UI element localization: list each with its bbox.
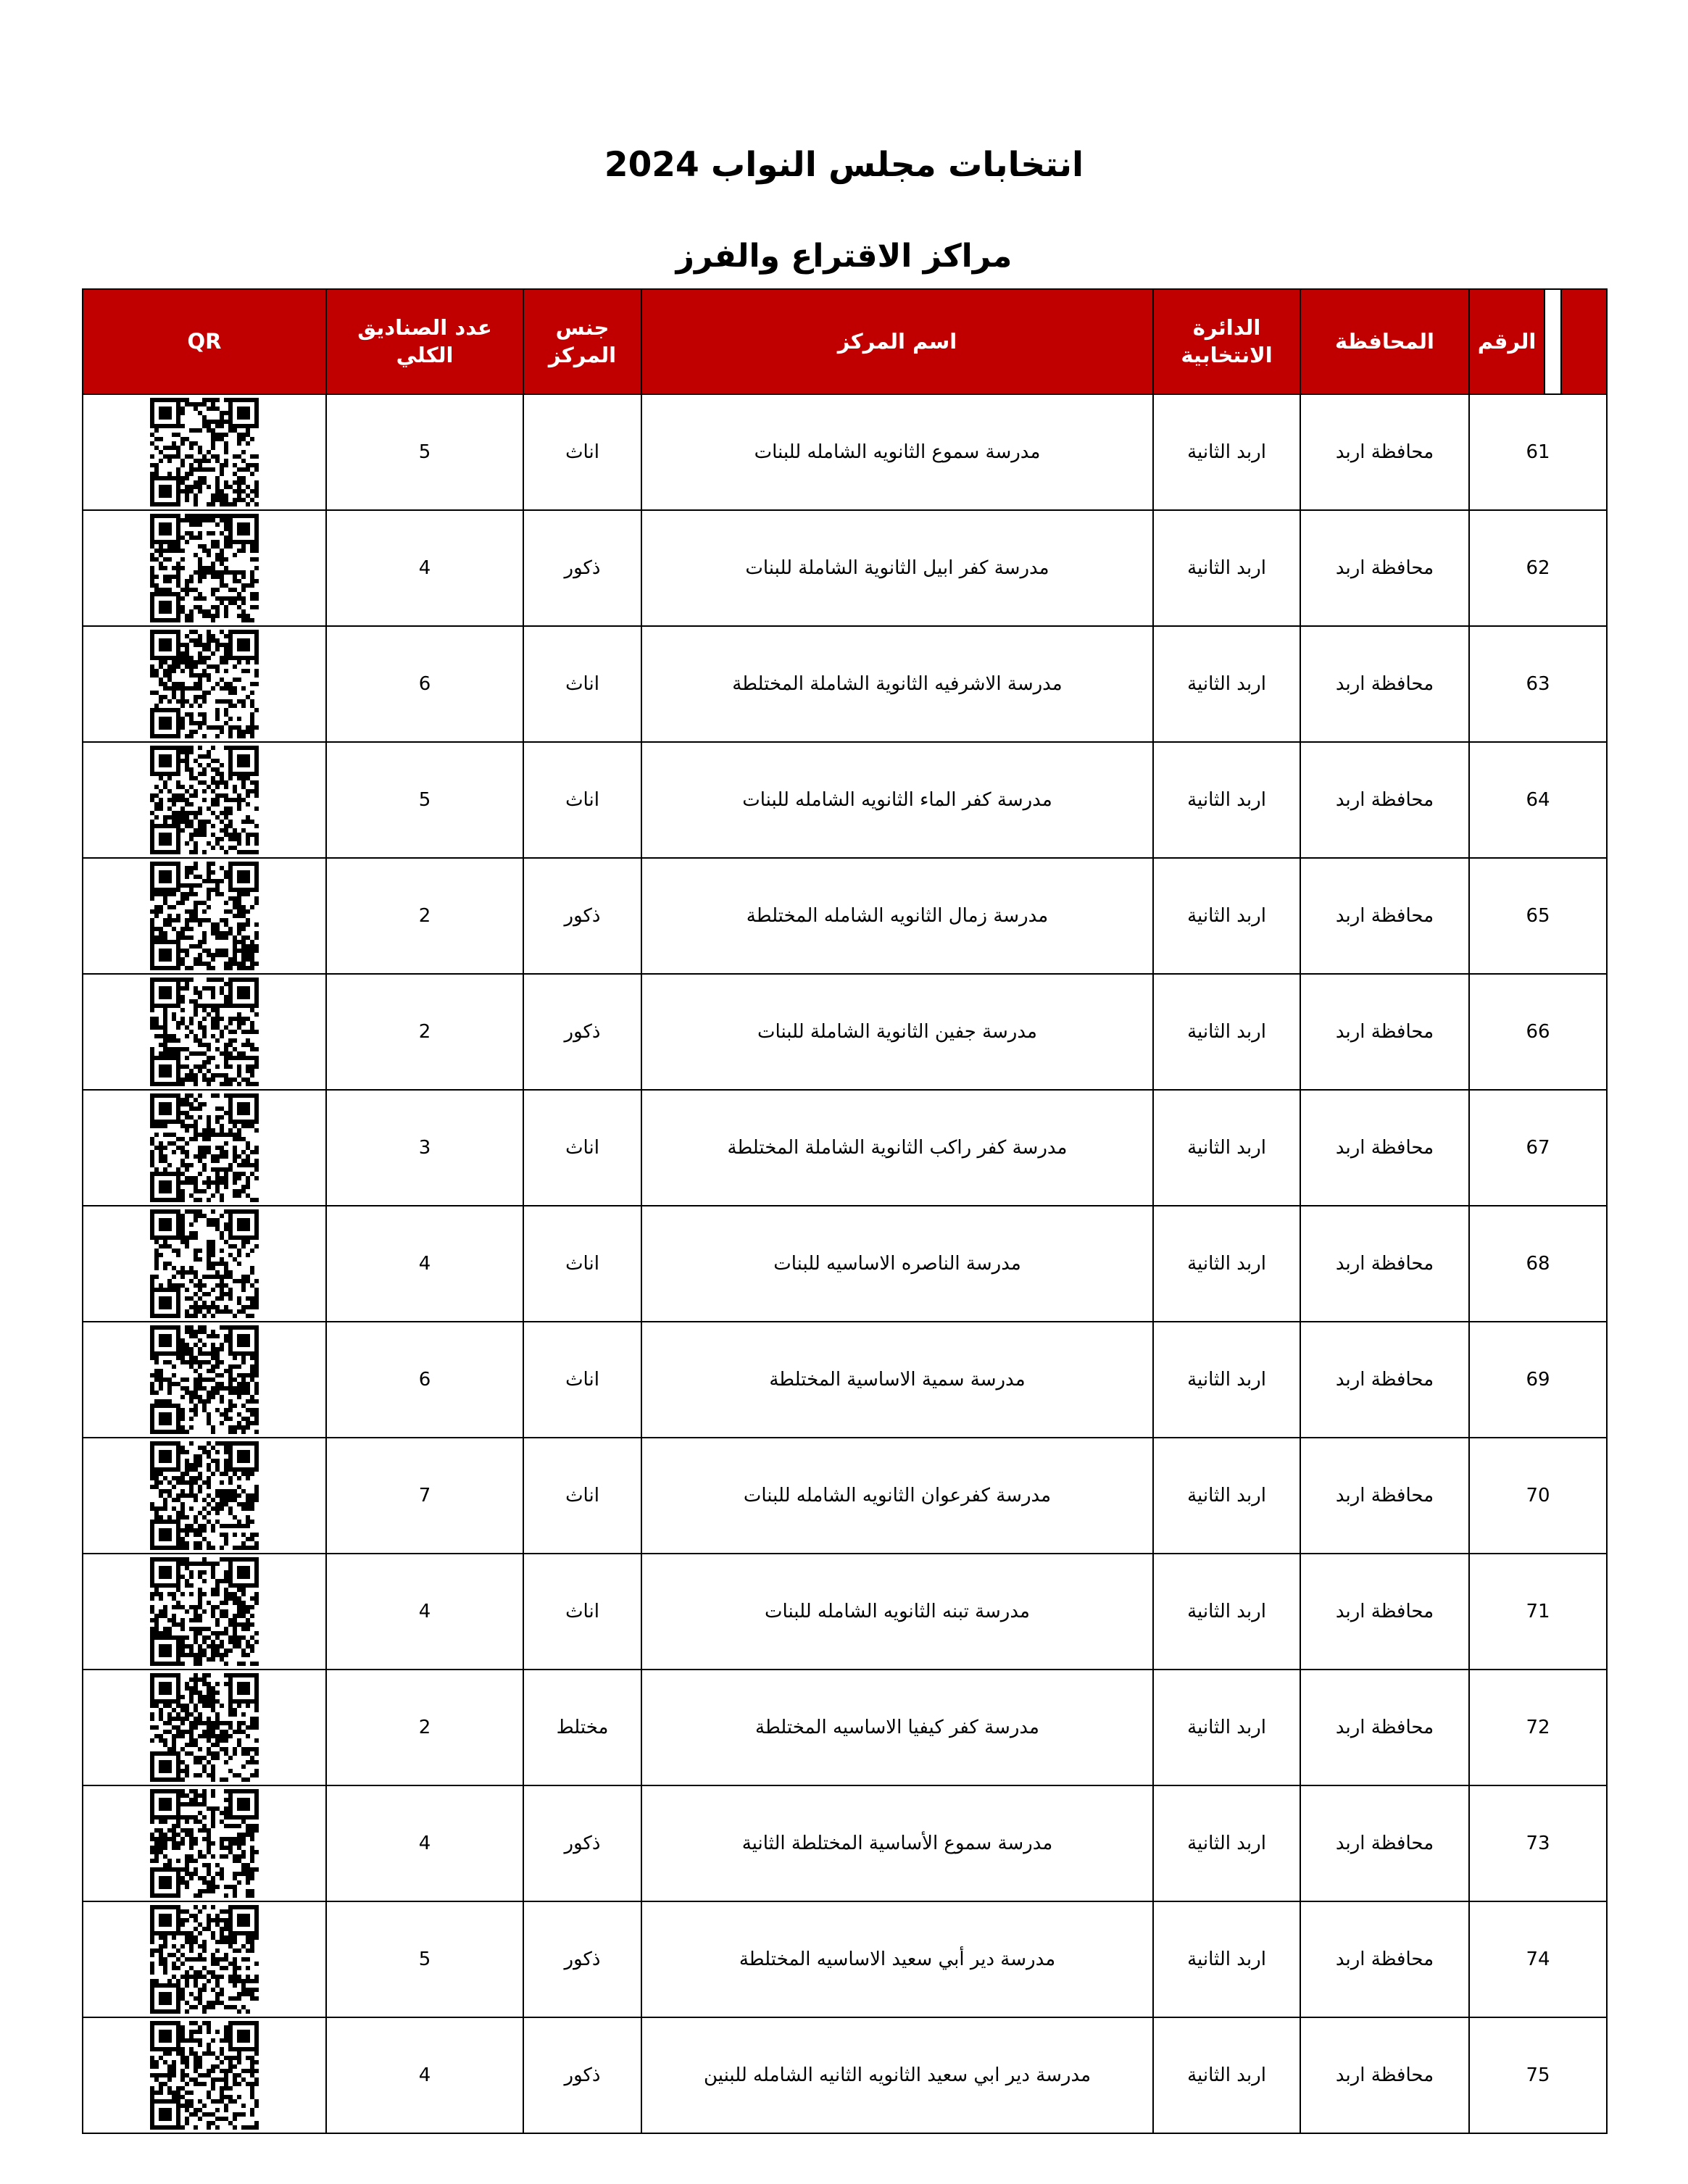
cell-gender: ذكور xyxy=(523,858,641,974)
qr-code-icon xyxy=(89,1209,320,1318)
cell-district: اربد الثانية xyxy=(1153,974,1300,1090)
cell-boxes: 7 xyxy=(326,1438,523,1554)
cell-district: اربد الثانية xyxy=(1153,626,1300,742)
cell-qr xyxy=(83,742,326,858)
table-left-border-tail xyxy=(82,1937,83,1989)
cell-number: 72 xyxy=(1469,1670,1607,1785)
cell-qr xyxy=(83,626,326,742)
cell-number: 64 xyxy=(1469,742,1607,858)
cell-boxes: 6 xyxy=(326,1322,523,1438)
cell-district: اربد الثانية xyxy=(1153,394,1300,510)
cell-boxes: 4 xyxy=(326,1554,523,1670)
header-boxes: عدد الصناديق الكلي xyxy=(326,289,523,394)
cell-governorate: محافظة اربد xyxy=(1300,510,1469,626)
header-white-gap xyxy=(1544,289,1561,394)
cell-boxes: 5 xyxy=(326,394,523,510)
cell-district: اربد الثانية xyxy=(1153,1322,1300,1438)
cell-qr xyxy=(83,1322,326,1438)
cell-boxes: 3 xyxy=(326,1090,523,1206)
cell-number: 71 xyxy=(1469,1554,1607,1670)
qr-code-icon xyxy=(89,1093,320,1202)
page-title: انتخابات مجلس النواب 2024 xyxy=(604,145,1084,185)
cell-center-name: مدرسة سموع الثانويه الشامله للبنات xyxy=(641,394,1153,510)
table-row xyxy=(83,1322,1607,1438)
cell-center-name: مدرسة الاشرفيه الثانوية الشاملة المختلطة xyxy=(641,626,1153,742)
cell-center-name: مدرسة كفرعوان الثانويه الشامله للبنات xyxy=(641,1438,1153,1554)
cell-qr xyxy=(83,974,326,1090)
qr-code-icon xyxy=(89,1905,320,2014)
table-row xyxy=(83,510,1607,626)
cell-center-name: مدرسة كفر راكب الثانوية الشاملة المختلطة xyxy=(641,1090,1153,1206)
header-district: الدائرة الانتخابية xyxy=(1153,289,1300,394)
qr-code-icon xyxy=(89,1325,320,1434)
table-row xyxy=(83,974,1607,1090)
table-row xyxy=(83,1438,1607,1554)
qr-code-icon xyxy=(89,978,320,1086)
cell-boxes: 2 xyxy=(326,974,523,1090)
cell-number: 69 xyxy=(1469,1322,1607,1438)
qr-code-icon xyxy=(89,1441,320,1550)
cell-number: 68 xyxy=(1469,1206,1607,1322)
header-governorate: المحافظة xyxy=(1300,289,1469,394)
cell-governorate: محافظة اربد xyxy=(1300,1322,1469,1438)
cell-qr xyxy=(83,394,326,510)
cell-center-name: مدرسة سمية الاساسية المختلطة xyxy=(641,1322,1153,1438)
qr-code-icon xyxy=(89,1673,320,1782)
cell-center-name: مدرسة كفر كيفيا الاساسيه المختلطة xyxy=(641,1670,1153,1785)
cell-governorate: محافظة اربد xyxy=(1300,1785,1469,1901)
cell-center-name: مدرسة دير ابي سعيد الثانويه الثانيه الشامله للبنين xyxy=(641,2017,1153,2133)
cell-district: اربد الثانية xyxy=(1153,1670,1300,1785)
table-row xyxy=(83,1901,1607,2017)
cell-district: اربد الثانية xyxy=(1153,2017,1300,2133)
cell-governorate: محافظة اربد xyxy=(1300,1554,1469,1670)
cell-number: 61 xyxy=(1469,394,1607,510)
header-end-red-block xyxy=(1561,289,1607,394)
cell-gender: اناث xyxy=(523,742,641,858)
cell-qr xyxy=(83,1901,326,2017)
table-row xyxy=(83,2017,1607,2133)
qr-code-icon xyxy=(89,1557,320,1666)
table-row xyxy=(83,742,1607,858)
cell-district: اربد الثانية xyxy=(1153,858,1300,974)
table-row xyxy=(83,1554,1607,1670)
cell-gender: ذكور xyxy=(523,510,641,626)
cell-qr xyxy=(83,1554,326,1670)
cell-number: 70 xyxy=(1469,1438,1607,1554)
qr-code-icon xyxy=(89,1789,320,1898)
cell-governorate: محافظة اربد xyxy=(1300,2017,1469,2133)
cell-district: اربد الثانية xyxy=(1153,742,1300,858)
cell-center-name: مدرسة سموع الأساسية المختلطة الثانية xyxy=(641,1785,1153,1901)
cell-number: 74 xyxy=(1469,1901,1607,2017)
cell-governorate: محافظة اربد xyxy=(1300,1670,1469,1785)
cell-gender: مختلط xyxy=(523,1670,641,1785)
table-row xyxy=(83,1206,1607,1322)
cell-governorate: محافظة اربد xyxy=(1300,394,1469,510)
cell-qr xyxy=(83,1785,326,1901)
cell-boxes: 2 xyxy=(326,858,523,974)
cell-district: اربد الثانية xyxy=(1153,510,1300,626)
cell-governorate: محافظة اربد xyxy=(1300,1438,1469,1554)
cell-number: 67 xyxy=(1469,1090,1607,1206)
table-header xyxy=(83,289,1607,394)
header-gender: جنس المركز xyxy=(523,289,641,394)
cell-governorate: محافظة اربد xyxy=(1300,974,1469,1090)
header-row xyxy=(83,289,1607,394)
header-qr: QR xyxy=(83,289,326,394)
qr-code-icon xyxy=(89,2021,320,2130)
header-center-name: اسم المركز xyxy=(641,289,1153,394)
cell-governorate: محافظة اربد xyxy=(1300,1206,1469,1322)
cell-district: اربد الثانية xyxy=(1153,1090,1300,1206)
cell-gender: اناث xyxy=(523,1206,641,1322)
cell-boxes: 2 xyxy=(326,1670,523,1785)
cell-center-name: مدرسة كفر ابيل الثانوية الشاملة للبنات xyxy=(641,510,1153,626)
table-row xyxy=(83,626,1607,742)
cell-governorate: محافظة اربد xyxy=(1300,742,1469,858)
table-row xyxy=(83,1090,1607,1206)
cell-district: اربد الثانية xyxy=(1153,1901,1300,2017)
cell-center-name: مدرسة زمال الثانويه الشامله المختلطة xyxy=(641,858,1153,974)
cell-center-name: مدرسة تبنه الثانويه الشامله للبنات xyxy=(641,1554,1153,1670)
page-subtitle: مراكز الاقتراع والفرز xyxy=(675,238,1013,275)
table-row xyxy=(83,394,1607,510)
cell-center-name: مدرسة جفين الثانوية الشاملة للبنات xyxy=(641,974,1153,1090)
cell-qr xyxy=(83,1206,326,1322)
cell-boxes: 4 xyxy=(326,2017,523,2133)
polling-centers-table xyxy=(82,288,1608,2134)
cell-boxes: 4 xyxy=(326,510,523,626)
cell-qr xyxy=(83,1670,326,1785)
cell-district: اربد الثانية xyxy=(1153,1438,1300,1554)
cell-qr xyxy=(83,1438,326,1554)
cell-district: اربد الثانية xyxy=(1153,1206,1300,1322)
cell-gender: ذكور xyxy=(523,974,641,1090)
cell-gender: اناث xyxy=(523,1554,641,1670)
cell-gender: ذكور xyxy=(523,1901,641,2017)
header-number: الرقم xyxy=(1469,289,1544,394)
cell-boxes: 4 xyxy=(326,1206,523,1322)
cell-boxes: 5 xyxy=(326,1901,523,2017)
qr-code-icon xyxy=(89,630,320,738)
cell-gender: اناث xyxy=(523,1090,641,1206)
table-row xyxy=(83,1785,1607,1901)
cell-center-name: مدرسة كفر الماء الثانويه الشامله للبنات xyxy=(641,742,1153,858)
cell-number: 63 xyxy=(1469,626,1607,742)
cell-gender: ذكور xyxy=(523,1785,641,1901)
qr-code-icon xyxy=(89,746,320,854)
cell-number: 65 xyxy=(1469,858,1607,974)
cell-number: 75 xyxy=(1469,2017,1607,2133)
cell-boxes: 4 xyxy=(326,1785,523,1901)
cell-gender: اناث xyxy=(523,626,641,742)
table-row xyxy=(83,1670,1607,1785)
cell-governorate: محافظة اربد xyxy=(1300,626,1469,742)
cell-gender: اناث xyxy=(523,1322,641,1438)
cell-qr xyxy=(83,858,326,974)
cell-qr xyxy=(83,2017,326,2133)
cell-district: اربد الثانية xyxy=(1153,1785,1300,1901)
cell-governorate: محافظة اربد xyxy=(1300,1901,1469,2017)
cell-governorate: محافظة اربد xyxy=(1300,1090,1469,1206)
cell-governorate: محافظة اربد xyxy=(1300,858,1469,974)
cell-qr xyxy=(83,510,326,626)
table-row xyxy=(83,858,1607,974)
cell-boxes: 5 xyxy=(326,742,523,858)
cell-center-name: مدرسة دير أبي سعيد الاساسيه المختلطة xyxy=(641,1901,1153,2017)
cell-number: 62 xyxy=(1469,510,1607,626)
cell-qr xyxy=(83,1090,326,1206)
cell-number: 66 xyxy=(1469,974,1607,1090)
qr-code-icon xyxy=(89,862,320,970)
cell-gender: اناث xyxy=(523,394,641,510)
qr-code-icon xyxy=(89,398,320,507)
cell-district: اربد الثانية xyxy=(1153,1554,1300,1670)
table-body xyxy=(83,394,1607,2133)
cell-boxes: 6 xyxy=(326,626,523,742)
cell-gender: اناث xyxy=(523,1438,641,1554)
cell-gender: ذكور xyxy=(523,2017,641,2133)
cell-center-name: مدرسة الناصره الاساسيه للبنات xyxy=(641,1206,1153,1322)
qr-code-icon xyxy=(89,514,320,622)
cell-number: 73 xyxy=(1469,1785,1607,1901)
